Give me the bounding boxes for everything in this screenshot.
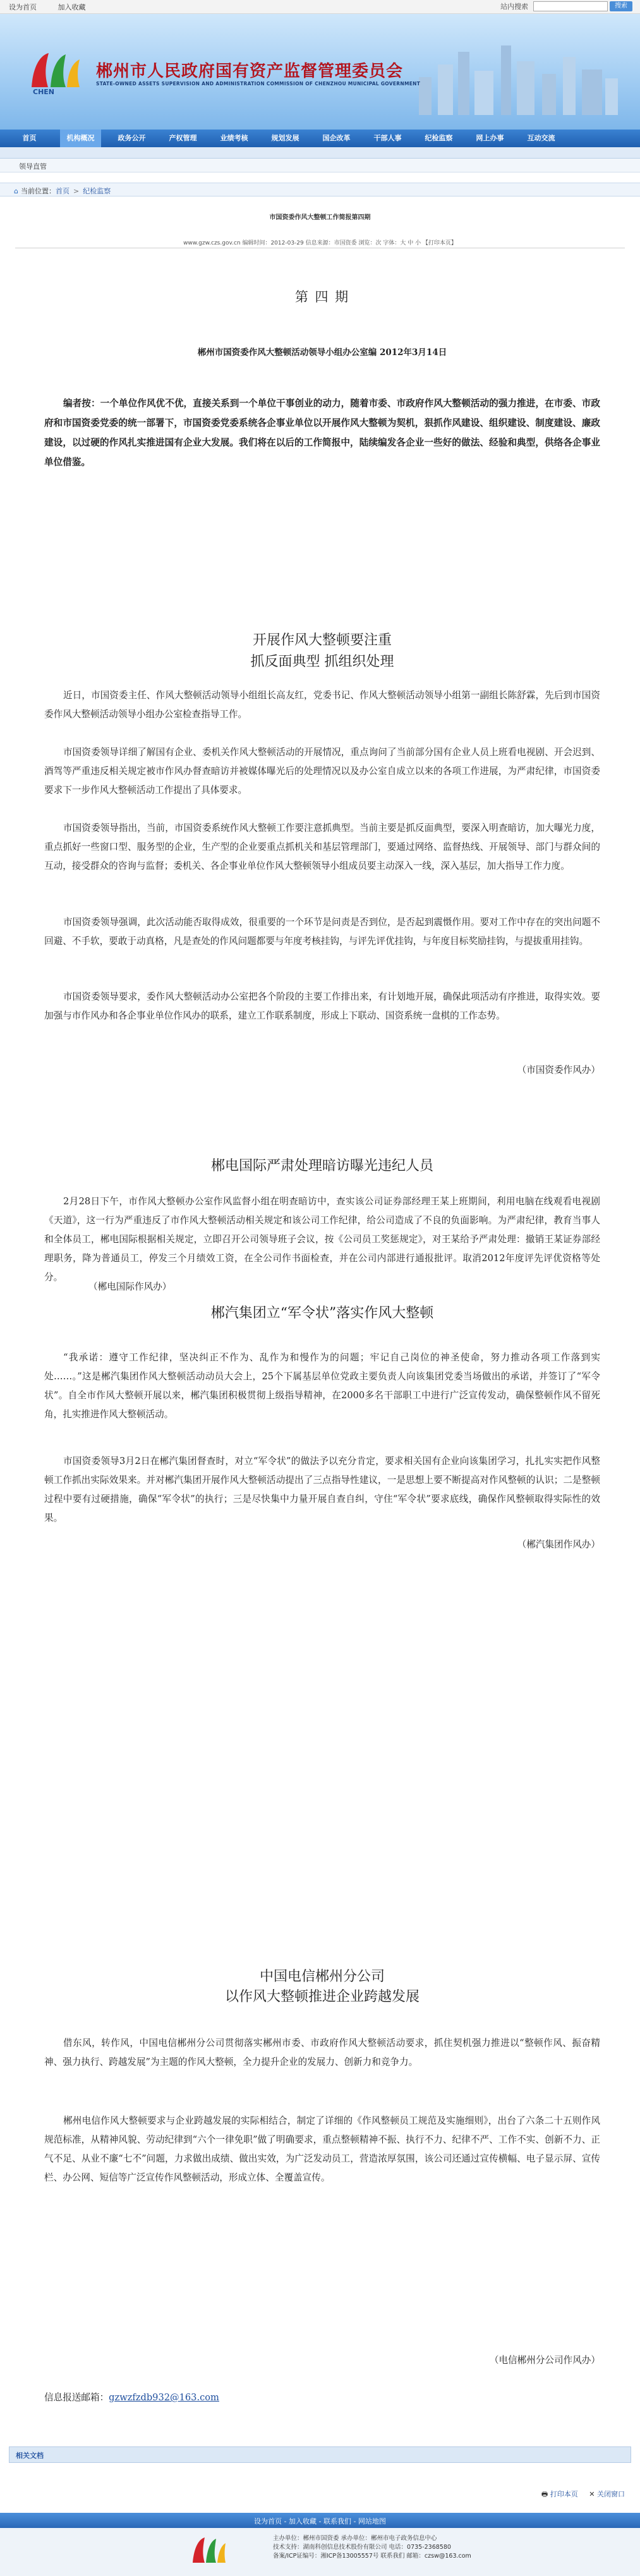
section-2-source: （郴电国际作风办） (88, 1281, 172, 1292)
related-docs-bar (9, 2446, 631, 2463)
search-button[interactable]: 搜索 (610, 1, 632, 11)
section-1-paragraph: 市国资委领导要求，委作风大整顿活动办公室把各个阶段的主要工作排出来，有计划地开展，确保此项活动有序推进，取得实效。要加强与市作风办和各企事业单位作风办的联系，建立工作联系制度，形成上下联动、国资系统一盘棋的工作态势。 (44, 991, 600, 1021)
site-title: 郴州市人民政府国有资产监督管理委员会 (96, 62, 404, 81)
sub-nav-secondary (0, 159, 640, 172)
footer-nav-links[interactable]: 设为首页 - 加入收藏 - 联系我们 - 网站地图 (254, 2517, 386, 2525)
nav-item-personnel[interactable]: 干部人事 (373, 134, 402, 142)
breadcrumb (0, 183, 640, 197)
search-input[interactable] (533, 1, 608, 11)
nav-item-property[interactable]: 产权管理 (169, 134, 197, 142)
section-4-subtitle: 以作风大整顿推进企业跨越发展 (224, 1989, 420, 2005)
section-4-title: 中国电信郴州分公司 (259, 1969, 385, 1985)
document-meta: www.gzw.czs.gov.cn 编辑时间：2012-03-29 信息来源：市国资委 浏览：次 字体：大 中 小 【打印本页】 (183, 240, 457, 246)
section-1-paragraph: 市国资委领导指出，当前，市国资委系统作风大整顿工作要注意抓典型。当前主要是抓反面典型，要深入明查暗访，加大曝光力度，重点抓好一些窗口型、服务型的企业，生产型的企业要重点抓机关和基层管理部门，要通过网络、监督热线、开展领导、部门与群众间的互动，接受群众的咨询与监督；委机关、各企事业单位作风大整顿领导小组成员要主动深入一线，深入基层，加大指导工作力度。 (44, 823, 600, 871)
close-icon: ✕ (589, 2490, 595, 2498)
set-homepage-link[interactable]: 设为首页 (9, 3, 37, 11)
city-skyline-image (413, 39, 621, 115)
footer-nav (0, 2513, 640, 2528)
nav-item-online[interactable]: 网上办事 (476, 134, 504, 142)
breadcrumb-prefix: 当前位置： (20, 187, 56, 195)
section-4-paragraph: 郴州电信作风大整顿要求与企业跨越发展的实际相结合，制定了详细的《作风整顿员工规范及实施细则》，出台了六条二十五则作风规范标准，从精神风貌、劳动纪律到“六个一律免职”做了明确要求，重点整顿精神不振、执行不力、纪律不严、工作不实、创新不力、正气不足、从业不廉“七不”问题，力求做出成绩、做出实效，为广泛发动员工，营造浓厚氛围，该公司还通过宣传横幅、电子显示屏、宣传栏、办公网、短信等广泛宣传作风整顿活动，形成立体、全覆盖宣传。 (44, 2115, 600, 2183)
footer-logo (190, 2534, 227, 2569)
nav-item-reform[interactable]: 国企改革 (322, 134, 351, 142)
section-1-title: 开展作风大整顿要注重 (252, 632, 392, 648)
email-link[interactable]: gzwzfzdb932@163.com (109, 2392, 219, 2403)
search-label: 站内搜索 (500, 3, 528, 11)
section-3-title: 郴汽集团立“军令状”落实作风大整顿 (210, 1305, 434, 1321)
section-3-paragraph: 市国资委领导3月2日在郴汽集团督查时，对立“军令状”的做法予以充分肯定，要求相关国有企业向该集团学习，扎扎实实把作风整顿工作抓出实际效果来。并对郴汽集团开展作风大整顿活动提出了三点指导性建议，一是思想上要不断提高对作风整顿的认识；二是整顿过程中要有过硬措施，确保“军令状”的执行；三是尽快集中力量开展自查自纠，守住“军令状”要求底线，确保作风整顿取得实际性的效果。 (44, 1456, 600, 1523)
editor-note: 编者按：一个单位作风优不优，直接关系到一个单位干事创业的动力，随着市委、市政府作风大整顿活动的强力推进，在市委、市政府和市国资委党委的统一部署下，市国资委党委系统各企事业单位以开展作风大整顿为契机，狠抓作风建设、组织建设、制度建设、廉政建设，以过硬的作风扎实推进国有企业大发展。我们将在以后的工作简报中，陆续编发各企业一些好的做法、经验和典型，供络各企事业单位借鉴。 (44, 398, 600, 468)
email-label: 信息报送邮箱： (44, 2392, 109, 2403)
section-1-subtitle: 抓反面典型 抓组织处理 (250, 654, 394, 670)
nav-item-org[interactable]: 机构概况 (60, 130, 101, 147)
section-4-paragraph: 借东风，转作风，中国电信郴州分公司贯彻落实郴州市委、市政府作风大整顿活动要求，抓住契机强力推进以“整顿作风、振奋精神、强力执行、跨越发展”为主题的作风大整顿，全力提升企业的发展力、创新力和竞争力。 (44, 2038, 600, 2067)
footer-line: 备案/ICP证编号：湘ICP备13005557号 联系我们 邮箱：czsw@163.com (273, 2553, 471, 2560)
print-link[interactable]: 打印本页 (550, 2490, 578, 2498)
nav-item-home[interactable]: 首页 (22, 134, 37, 142)
nav-item-performance[interactable]: 业绩考核 (220, 134, 248, 142)
chen-logo (27, 49, 83, 95)
sub-nav (0, 147, 640, 159)
nav-item-affairs[interactable]: 政务公开 (118, 134, 146, 142)
breadcrumb-section[interactable]: 纪检监察 (83, 187, 111, 195)
close-window-link[interactable]: 关闭窗口 (597, 2490, 625, 2498)
issue-number: 第 四 期 (294, 289, 350, 305)
section-3-paragraph: “我承诺：遵守工作纪律，坚决纠正不作为、乱作为和慢作为的问题；牢记自己岗位的神圣使命，努力推动各项工作落到实处……。”这是郴汽集团作风大整顿活动动员大会上，25个下属基层单位党政主要负责人向该集团党委当场做出的承诺，并签订了“军令状”。自全市作风大整顿开展以来，郴汽集团积极贯彻上级指导精神，在2000多名干部职工中进行广泛宣传发动，确保整顿作风不留死角，扎实推进作风大整顿活动。 (44, 1352, 600, 1420)
add-favorite-link[interactable]: 加入收藏 (57, 3, 86, 11)
section-4-source: （电信郴州分公司作风办） (489, 2355, 600, 2366)
footer-line: 主办单位：郴州市国资委 承办单位：郴州市电子政务信息中心 (273, 2535, 437, 2542)
home-icon: ⌂ (14, 186, 18, 195)
breadcrumb-home[interactable]: 首页 (55, 187, 69, 195)
section-2-title: 郴电国际严肃处理暗访曝光违纪人员 (210, 1158, 433, 1174)
section-1-paragraph: 市国资委领导详细了解国有企业、委机关作风大整顿活动的开展情况，重点询问了当前部分国有企业人员上班看电视剧、开会迟到、酒驾等严重违反相关规定被市作风办督查暗访并被媒体曝光后的处理情况以及办公室自成立以来的各项工作进展，为严肃纪律，市国资委要求下一步作风大整顿活动工作提出了具体要求。 (44, 747, 600, 795)
section-1-paragraph: 市国资委领导强调，此次活动能否取得成效，很重要的一个环节是问责是否到位，是否起到震慑作用。要对工作中存在的突出问题不回避、不手软，要敢于动真格，凡是查处的作风问题都要与年度考核挂钩，与评先评优挂钩，与年度目标奖励挂钩，与提拔重用挂钩。 (44, 917, 600, 946)
email-line (44, 2390, 600, 2404)
section-1-paragraph: 近日，市国资委主任、作风大整顿活动领导小组组长高友红，党委书记、作风大整顿活动领导小组第一副组长陈舒霖，先后到市国资委作风大整顿活动领导小组办公室检查指导工作。 (44, 690, 600, 720)
main-nav (0, 130, 640, 147)
nav-item-discipline[interactable]: 纪检监察 (425, 134, 453, 142)
breadcrumb-separator: > (73, 186, 80, 195)
section-1-source: （市国资委作风办） (517, 1065, 600, 1075)
header-banner (0, 14, 640, 130)
sub-nav-label[interactable]: 领导直管 (19, 162, 47, 171)
footer (0, 2528, 640, 2576)
page-toolbar (9, 2488, 631, 2500)
site-search (500, 1, 632, 11)
section-3-source: （郴汽集团作风办） (517, 1539, 600, 1550)
section-2-paragraph: 2月28日下午，市作风大整顿办公室作风监督小组在明查暗访中，查实该公司证券部经理王某上班期间，利用电脑在线观看电视剧《天道》，这一行为严重违反了市作风大整顿活动相关规定和该公司工作纪律，给公司造成了不良的负面影响。为严肃纪律，教育当事人和全体员工，郴电国际根据相关规定，立即召开公司领导班子会议，按《公司员工奖惩规定》，对王某给予严肃处理：撤销王某证券部经理职务，降为普通员工，停发三个月绩效工资，在全公司作书面检查，并在公司内部进行通报批评。取消2012年度评先评优资格等处分。 (44, 1196, 600, 1283)
footer-line: 技术支持：湖南科创信息技术股份有限公司 电话：0735-2368580 (273, 2544, 451, 2551)
nav-item-planning[interactable]: 规划发展 (271, 134, 299, 142)
print-icon: 🖶 (541, 2490, 548, 2498)
document-heading: 市国资委作风大整顿工作简报第四期 (269, 214, 371, 221)
related-docs-title: 相关文档 (16, 2452, 44, 2460)
nav-item-interaction[interactable]: 互动交流 (527, 134, 555, 142)
office-line: 郴州市国资委作风大整顿活动领导小组办公室编 2012年3月14日 (197, 348, 447, 358)
top-links (9, 2, 105, 12)
top-bar (0, 0, 640, 14)
svg-text:CHEN: CHEN (33, 88, 54, 95)
site-subtitle: STATE-OWNED ASSETS SUPERVISION AND ADMINISTRATION COMMISSION OF CHENZHOU MUNICIPAL GOVERNMENT (96, 81, 421, 87)
